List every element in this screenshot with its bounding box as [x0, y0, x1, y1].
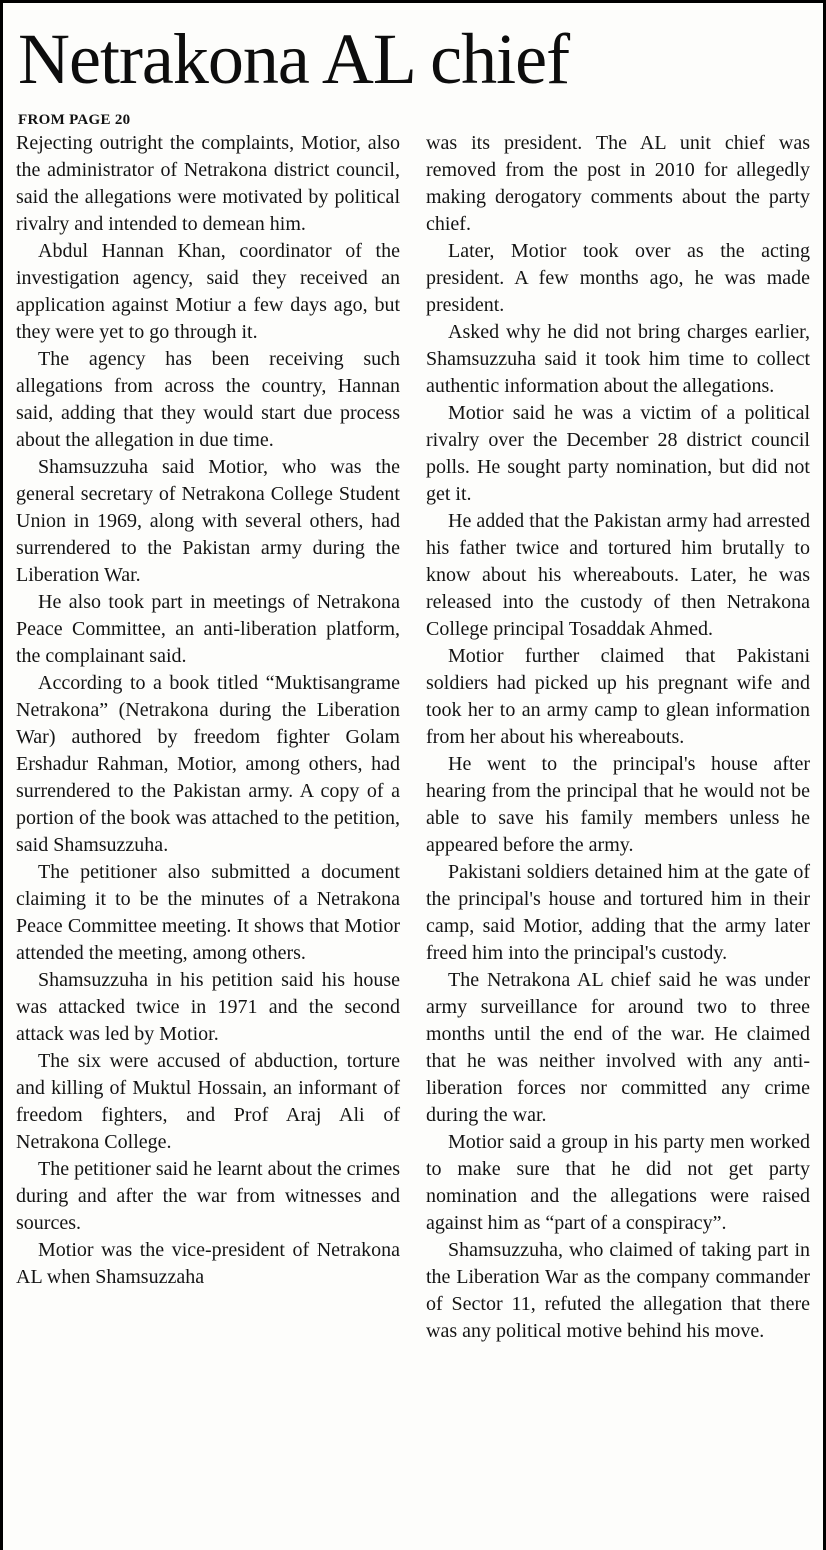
paragraph: Shamsuzzuha said Motior, who was the general secretary of Netrakona College Student Union in 1969, along with several others, had surrendered to the Pakistan army during the Liberation War.	[16, 456, 400, 587]
continued-from-label: FROM PAGE 20	[18, 112, 131, 129]
paragraph: The petitioner also submitted a document claiming it to be the minutes of a Netrakona Peace Committee meeting. It shows that Motior attended the meeting, among others.	[16, 861, 400, 965]
paragraph: The petitioner said he learnt about the crimes during and after the war from witnesses and sources.	[16, 1158, 400, 1235]
paragraph: Motior said he was a victim of a political rivalry over the December 28 district council polls. He sought party nomination, but did not get it.	[426, 402, 810, 506]
paragraph: Shamsuzzuha, who claimed of taking part in the Liberation War as the company commander of Sector 11, refuted the allegation that there was any political motive behind his move.	[426, 1239, 810, 1343]
paragraph: The agency has been receiving such allegations from across the country, Hannan said, adding that they would start due process about the allegation in due time.	[16, 348, 400, 452]
paragraph: Motior said a group in his party men worked to make sure that he did not get party nomination and the allegations were raised against him as “part of a conspiracy”.	[426, 1131, 810, 1235]
paragraph: Asked why he did not bring charges earlier, Shamsuzzuha said it took him time to collect authentic information about the allegations.	[426, 321, 810, 398]
left-column	[16, 130, 400, 1345]
article-columns	[16, 130, 810, 1345]
paragraph: Rejecting outright the complaints, Motior, also the administrator of Netrakona district council, said the allegations were motivated by political rivalry and intended to demean him.	[16, 132, 400, 236]
paragraph: Later, Motior took over as the acting president. A few months ago, he was made president.	[426, 240, 810, 317]
paragraph: was its president. The AL unit chief was removed from the post in 2010 for allegedly making derogatory comments about the party chief.	[426, 132, 810, 236]
paragraph: Abdul Hannan Khan, coordinator of the investigation agency, said they received an application against Motiur a few days ago, but they were yet to go through it.	[16, 240, 400, 344]
right-column	[426, 130, 810, 1345]
paragraph: The six were accused of abduction, torture and killing of Muktul Hossain, an informant of freedom fighters, and Prof Araj Ali of Netrakona College.	[16, 1050, 400, 1154]
paragraph: He also took part in meetings of Netrakona Peace Committee, an anti-liberation platform, the complainant said.	[16, 591, 400, 668]
paragraph: The Netrakona AL chief said he was under army surveillance for around two to three months until the end of the war. He claimed that he was neither involved with any anti-liberation forces nor committed any crime during the war.	[426, 969, 810, 1127]
paragraph: He went to the principal's house after hearing from the principal that he would not be able to save his family members unless he appeared before the army.	[426, 753, 810, 857]
paragraph: According to a book titled “Muktisangrame Netrakona” (Netrakona during the Liberation War) authored by freedom fighter Golam Ershadur Rahman, Motior, among others, had surrendered to the Pakistan army. A copy of a portion of the book was attached to the petition, said Shamsuzzuha.	[16, 672, 400, 857]
paragraph: Motior further claimed that Pakistani soldiers had picked up his pregnant wife and took her to an army camp to glean information from her about his whereabouts.	[426, 645, 810, 749]
paragraph: Shamsuzzuha in his petition said his house was attacked twice in 1971 and the second attack was led by Motior.	[16, 969, 400, 1046]
headline: Netrakona AL chief	[18, 19, 570, 99]
paragraph: Pakistani soldiers detained him at the gate of the principal's house and tortured him in their camp, said Motior, adding that the army later freed him into the principal's custody.	[426, 861, 810, 965]
paragraph: Motior was the vice-president of Netrakona AL when Shamsuzzaha	[16, 1239, 400, 1289]
paragraph: He added that the Pakistan army had arrested his father twice and tortured him brutally to know about his whereabouts. Later, he was released into the custody of then Netrakona College principal Tosaddak Ahmed.	[426, 510, 810, 641]
